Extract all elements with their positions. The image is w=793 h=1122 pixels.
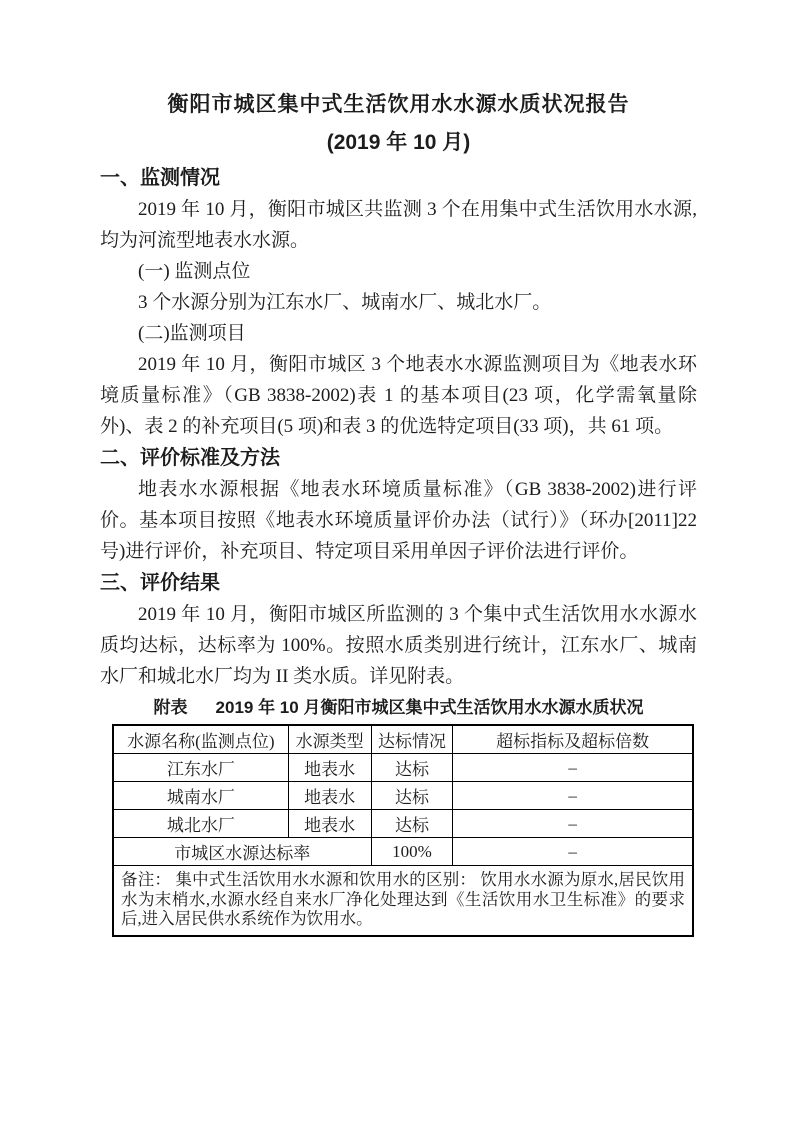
- section-heading-evaluation-result: 三、评价结果: [100, 572, 220, 594]
- document-title: 衡阳市城区集中式生活饮用水水源水质状况报告: [167, 93, 630, 116]
- table-summary-row: [113, 838, 693, 866]
- column-header-source-type: 水源类型: [288, 725, 371, 754]
- cell-summary-rate: 100%: [371, 838, 453, 866]
- paragraph: 2019 年 10 月，衡阳市城区共监测 3 个在用集中式生活饮用水水源,均为河流型地表水水源。: [100, 199, 697, 251]
- table-row: [113, 754, 693, 782]
- paragraph: 3 个水源分别为江东水厂、城南水厂、城北水厂。: [138, 292, 552, 313]
- table-row: [113, 782, 693, 810]
- cell-source-name: 城北水厂: [113, 810, 288, 838]
- cell-summary-exceed: –: [453, 838, 693, 866]
- appendix-table-caption: [100, 694, 697, 722]
- document-subtitle: (2019 年 10 月): [326, 131, 471, 154]
- cell-source-name: 城南水厂: [113, 782, 288, 810]
- caption-label: 附表: [153, 698, 188, 717]
- cell-source-type: 地表水: [288, 810, 371, 838]
- cell-summary-label: 市城区水源达标率: [113, 838, 371, 866]
- cell-status: 达标: [371, 754, 453, 782]
- section-monitoring: [100, 162, 697, 442]
- section-evaluation-standard: [100, 442, 697, 567]
- paragraph: 2019 年 10 月，衡阳市城区所监测的 3 个集中式生活饮用水水源水质均达标，达标率为 100%。按照水质类别进行统计，江东水厂、城南水厂和城北水厂均为 II 类水质。详见附表。: [100, 604, 697, 687]
- section-evaluation-result: [100, 567, 697, 692]
- cell-status: 达标: [371, 810, 453, 838]
- section-heading-monitoring: 一、监测情况: [100, 167, 220, 189]
- cell-exceed: –: [453, 810, 693, 838]
- table-header-row: [113, 725, 693, 754]
- cell-exceed: –: [453, 754, 693, 782]
- cell-source-name: 江东水厂: [113, 754, 288, 782]
- cell-status: 达标: [371, 782, 453, 810]
- paragraph: 地表水水源根据《地表水环境质量标准》（GB 3838-2002)进行评价。基本项目按照《地表水环境质量评价办法（试行）》（环办[2011]22 号)进行评价，补充项目、特定项目采用单因子评价法进行评价。: [100, 479, 697, 562]
- column-header-status: 达标情况: [371, 725, 453, 754]
- caption-title: 2019 年 10 月衡阳市城区集中式生活饮用水水源水质状况: [215, 698, 644, 717]
- sub-heading-monitoring-points: (一) 监测点位: [138, 261, 251, 282]
- column-header-source-name: 水源名称(监测点位): [113, 725, 288, 754]
- section-heading-evaluation-standard: 二、评价标准及方法: [100, 447, 280, 469]
- cell-source-type: 地表水: [288, 782, 371, 810]
- sub-heading-monitoring-items: (二)监测项目: [138, 323, 246, 344]
- paragraph: 2019 年 10 月，衡阳市城区 3 个地表水水源监测项目为《地表水环境质量标准》（GB 3838-2002)表 1 的基本项目(23 项，化学需氧量除外)、表 2 的补充项目(5 项)和表 3 的优选特定项目(33 项)，共 61 项。: [100, 354, 697, 437]
- table-note: 备注： 集中式生活饮用水水源和饮用水的区别： 饮用水水源为原水,居民饮用水为末梢水,水源水经自来水厂净化处理达到《生活饮用水卫生标准》的要求后,进入居民供水系统作为饮用水。: [113, 866, 693, 936]
- water-quality-table: [112, 724, 694, 937]
- cell-source-type: 地表水: [288, 754, 371, 782]
- table-note-row: [113, 866, 693, 936]
- table-row: [113, 810, 693, 838]
- cell-exceed: –: [453, 782, 693, 810]
- column-header-exceed: 超标指标及超标倍数: [453, 725, 693, 754]
